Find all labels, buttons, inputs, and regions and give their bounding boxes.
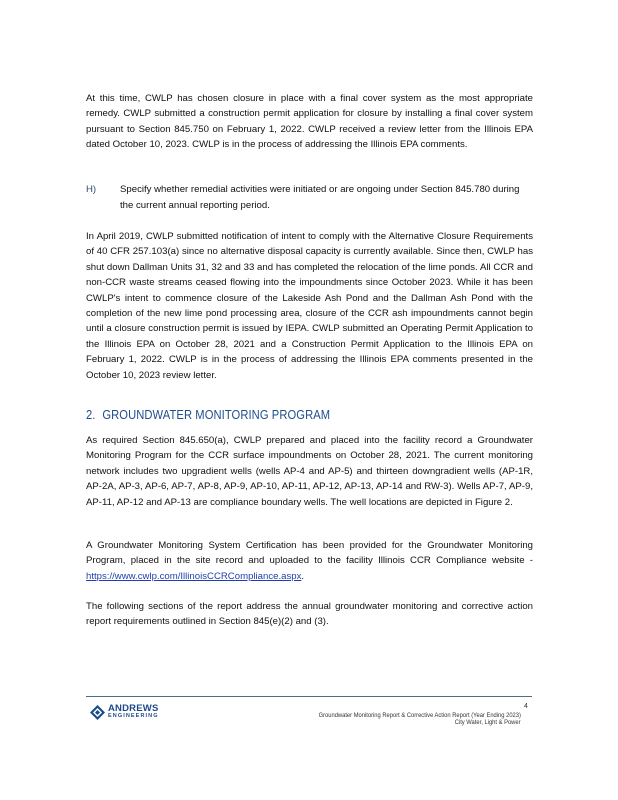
compliance-website-link[interactable]: https://www.cwlp.com/IllinoisCCRCompliance.aspx	[86, 570, 302, 582]
footer-report-title: Groundwater Monitoring Report & Corrective Action Report (Year Ending 2023)	[318, 712, 521, 719]
paragraph-alternative-closure: In April 2019, CWLP submitted notification of intent to comply with the Alternative Closure Requirements of 40 CFR 257.103(a) since no alternative disposal capacity is currently available. Since then, CWLP has shut down Dallman Units 31, 32 and 33 and has completed the relocation of the lime ponds. All CCR and non-CCR waste streams ceased flowing into the impoundments since October 2023. While it has been CWLP's intent to commence closure of the Lakeside Ash Pond and the Dallman Ash Pond with the completion of the new lime pond processing area, closure of the CCR ash impoundments cannot begin until a closure construction permit is issued by IEPA. CWLP submitted an Operating Permit Application to the Illinois EPA on October 28, 2021 and a Construction Permit Application to the Illinois EPA on February 1, 2022. CWLP is in the process of addressing the Illinois EPA comments presented in the October 10, 2023 review letter.	[86, 231, 533, 381]
paragraph-monitoring-program: As required Section 845.650(a), CWLP prepared and placed into the facility record a Groundwater Monitoring Program for the CCR surface impoundments on October 28, 2021. The current monitoring network includes two upgradient wells (wells AP-4 and AP-5) and thirteen downgradient wells (AP-1R, AP-2A, AP-3, AP-6, AP-7, AP-8, AP-9, AP-10, AP-11, AP-12, AP-13, AP-14 and RW-3). Wells AP-7, AP-9, AP-11, AP-12 and AP-13 are compliance boundary wells. The well locations are depicted in Figure 2.	[86, 435, 533, 508]
page-number: 4	[524, 703, 528, 710]
section-title: GROUNDWATER MONITORING PROGRAM	[102, 407, 331, 422]
item-marker: H)	[86, 184, 97, 195]
section-heading	[86, 405, 330, 425]
paragraph-closure-remedy: At this time, CWLP has chosen closure in place with a final cover system as the most appropriate remedy. CWLP submitted a construction permit application for closure by installing a final cover system pursuant to Section 845.750 on February 1, 2022. CWLP received a review letter from the Illinois EPA dated October 10, 2023. CWLP is in the process of addressing the Illinois EPA comments.	[86, 93, 533, 151]
requirement-item-h	[86, 182, 533, 214]
footer-divider	[86, 696, 532, 697]
paragraph-certification	[86, 538, 533, 584]
company-logo	[90, 703, 170, 723]
logo-subtitle: ENGINEERING	[108, 713, 159, 719]
certification-text: A Groundwater Monitoring System Certification has been provided for the Groundwater Monitoring Program, placed in the site record and uploaded to the facility Illinois CCR Compliance website -	[86, 540, 533, 567]
footer-client: City Water, Light & Power	[455, 719, 521, 726]
certification-period: .	[301, 570, 305, 582]
paragraph-following-sections: The following sections of the report address the annual groundwater monitoring and corrective action report requirements outlined in Section 845(e)(2) and (3).	[86, 601, 533, 628]
item-text: Specify whether remedial activities were initiated or are ongoing under Section 845.780 during the current annual reporting period.	[120, 184, 520, 211]
logo-name: ANDREWS	[108, 703, 159, 714]
diamond-logo-icon	[90, 705, 105, 720]
section-number: 2.	[86, 407, 96, 422]
